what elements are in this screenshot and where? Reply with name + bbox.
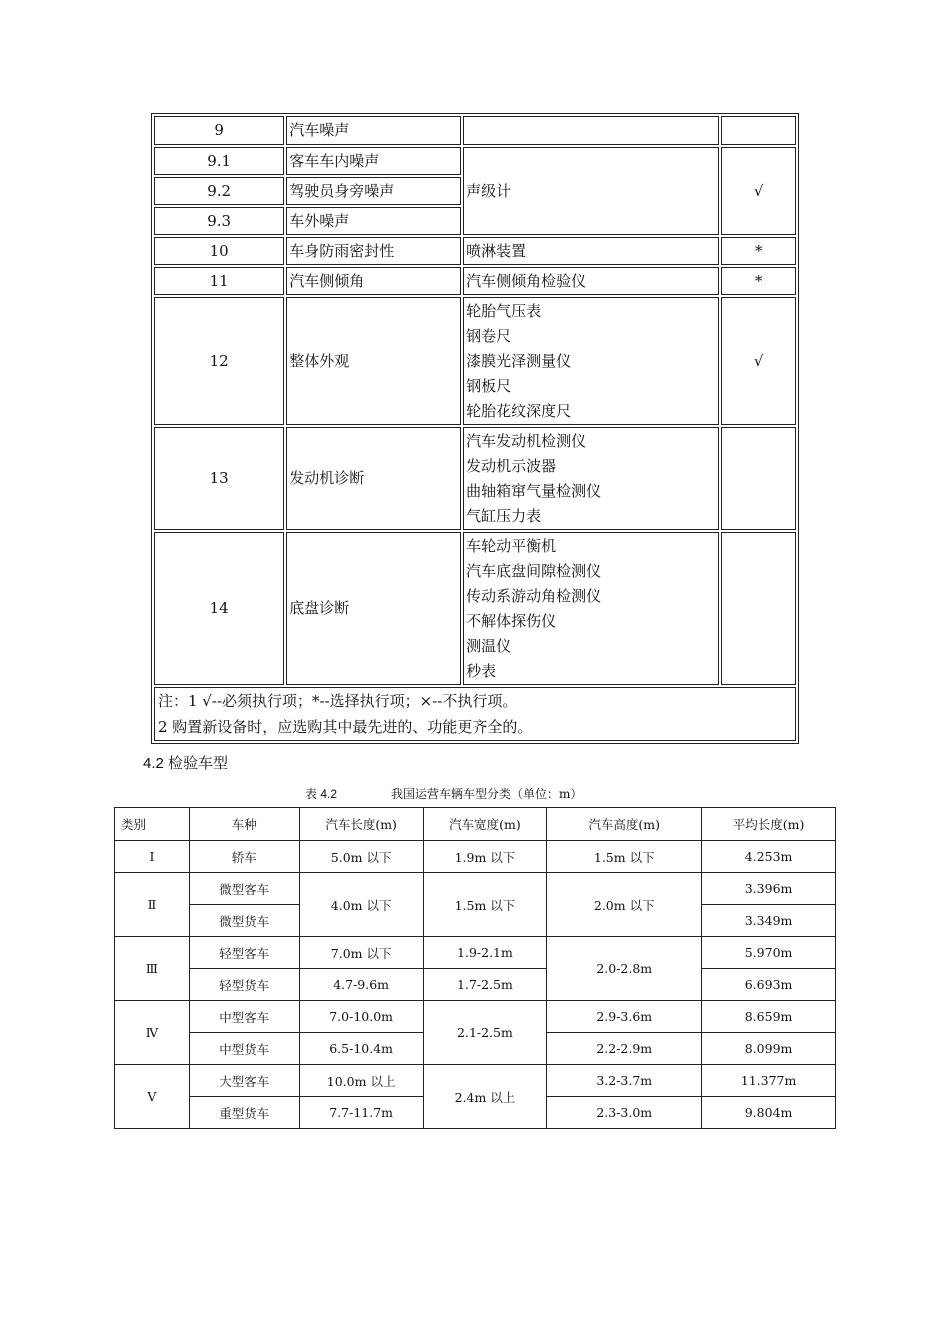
item-equipment — [463, 427, 719, 530]
equipment-line: 测温仪 — [466, 636, 512, 655]
avg-length-cell: 3.396m — [702, 873, 836, 905]
column-header: 类别 — [115, 808, 190, 841]
equipment-line: 轮胎气压表 — [466, 301, 542, 320]
vehicle-type: 轿车 — [189, 841, 299, 873]
length-cell: 5.0m 以下 — [299, 841, 423, 873]
vehicle-type-table — [114, 807, 836, 1129]
equipment-line: 汽车发动机检测仪 — [466, 431, 587, 450]
class-cell: Ⅲ — [115, 937, 190, 1001]
avg-length-cell: 4.253m — [702, 841, 836, 873]
column-header: 汽车长度(m) — [299, 808, 423, 841]
equipment-line: 秒表 — [466, 661, 497, 680]
width-cell: 1.7-2.5m — [423, 969, 547, 1001]
table-notes — [154, 687, 796, 741]
column-header: 汽车宽度(m) — [423, 808, 547, 841]
item-name: 汽车侧倾角 — [286, 267, 461, 295]
equipment-line: 气缸压力表 — [466, 506, 542, 525]
vehicle-type: 轻型货车 — [189, 969, 299, 1001]
length-cell: 10.0m 以上 — [299, 1065, 423, 1097]
item-equipment — [463, 116, 719, 145]
vehicle-type: 轻型客车 — [189, 937, 299, 969]
item-equipment: 喷淋装置 — [463, 237, 719, 265]
item-number: 9 — [154, 116, 284, 145]
height-cell: 3.2-3.7m — [547, 1065, 702, 1097]
height-cell: 1.5m 以下 — [547, 841, 702, 873]
item-name: 车外噪声 — [286, 207, 461, 235]
item-equipment — [463, 297, 719, 425]
avg-length-cell: 5.970m — [702, 937, 836, 969]
vehicle-type: 中型货车 — [189, 1033, 299, 1065]
item-equipment — [463, 532, 719, 685]
item-mark — [721, 532, 796, 685]
notes-row — [154, 687, 796, 741]
column-header: 车种 — [189, 808, 299, 841]
item-number: 9.3 — [154, 207, 284, 235]
item-equipment: 声级计 — [463, 147, 719, 235]
table-row — [154, 237, 796, 265]
avg-length-cell: 3.349m — [702, 905, 836, 937]
caption-text: 我国运营车辆车型分类（单位：m） — [391, 787, 583, 801]
equipment-line: 漆膜光泽测量仪 — [466, 351, 572, 370]
table-row — [115, 937, 836, 969]
table-row — [115, 1001, 836, 1033]
avg-length-cell: 9.804m — [702, 1097, 836, 1129]
height-cell: 2.9-3.6m — [547, 1001, 702, 1033]
note-line: 2 购置新设备时，应选购其中最先进的、功能更齐全的。 — [158, 718, 533, 736]
equipment-line: 不解体探伤仪 — [466, 611, 557, 630]
class-cell: Ⅱ — [115, 873, 190, 937]
equipment-line: 传动系游动角检测仪 — [466, 586, 602, 605]
note-line: 注：1 √--必须执行项；*--选择执行项；×--不执行项。 — [158, 692, 518, 710]
table-row — [154, 267, 796, 295]
item-mark: √ — [721, 297, 796, 425]
table-caption — [305, 785, 582, 802]
class-cell: Ⅴ — [115, 1065, 190, 1129]
length-cell: 7.7-11.7m — [299, 1097, 423, 1129]
width-cell: 1.9-2.1m — [423, 937, 547, 969]
class-cell: Ⅰ — [115, 841, 190, 873]
item-name: 发动机诊断 — [286, 427, 461, 530]
equipment-table — [151, 113, 799, 744]
length-cell: 4.7-9.6m — [299, 969, 423, 1001]
table-row — [154, 147, 796, 175]
avg-length-cell: 8.099m — [702, 1033, 836, 1065]
equipment-line: 轮胎花纹深度尺 — [466, 401, 572, 420]
width-cell: 1.5m 以下 — [423, 873, 547, 937]
table-row — [115, 969, 836, 1001]
item-mark — [721, 427, 796, 530]
avg-length-cell: 11.377m — [702, 1065, 836, 1097]
item-equipment: 汽车侧倾角检验仪 — [463, 267, 719, 295]
item-mark: * — [721, 237, 796, 265]
equipment-line: 发动机示波器 — [466, 456, 557, 475]
equipment-line: 汽车底盘间隙检测仪 — [466, 561, 602, 580]
equipment-line: 钢板尺 — [466, 376, 512, 395]
item-number: 14 — [154, 532, 284, 685]
column-header: 汽车高度(m) — [547, 808, 702, 841]
vehicle-type: 重型货车 — [189, 1097, 299, 1129]
table-row — [154, 297, 796, 425]
item-number: 11 — [154, 267, 284, 295]
table-row — [154, 116, 796, 145]
item-name: 车身防雨密封性 — [286, 237, 461, 265]
item-name: 整体外观 — [286, 297, 461, 425]
length-cell: 4.0m 以下 — [299, 873, 423, 937]
table-row — [115, 841, 836, 873]
item-name: 客车车内噪声 — [286, 147, 461, 175]
table-row — [154, 532, 796, 685]
equipment-line: 车轮动平衡机 — [466, 536, 557, 555]
class-cell: Ⅳ — [115, 1001, 190, 1065]
item-number: 9.2 — [154, 177, 284, 205]
item-name: 底盘诊断 — [286, 532, 461, 685]
equipment-line: 曲轴箱窜气量检测仪 — [466, 481, 602, 500]
table-row — [154, 427, 796, 530]
caption-label: 表 4.2 — [305, 787, 338, 801]
length-cell: 7.0-10.0m — [299, 1001, 423, 1033]
section-heading: 4.2 检验车型 — [143, 755, 229, 772]
equipment-line: 钢卷尺 — [466, 326, 512, 345]
vehicle-type: 微型客车 — [189, 873, 299, 905]
width-cell: 2.4m 以上 — [423, 1065, 547, 1129]
item-number: 12 — [154, 297, 284, 425]
avg-length-cell: 6.693m — [702, 969, 836, 1001]
table-row — [115, 873, 836, 905]
table-row — [115, 1065, 836, 1097]
height-cell: 2.2-2.9m — [547, 1033, 702, 1065]
height-cell: 2.0m 以下 — [547, 873, 702, 937]
item-number: 10 — [154, 237, 284, 265]
column-header: 平均长度(m) — [702, 808, 836, 841]
length-cell: 7.0m 以下 — [299, 937, 423, 969]
height-cell: 2.3-3.0m — [547, 1097, 702, 1129]
item-number: 13 — [154, 427, 284, 530]
item-name: 汽车噪声 — [286, 116, 461, 145]
width-cell: 1.9m 以下 — [423, 841, 547, 873]
table-header-row — [115, 808, 836, 841]
width-cell: 2.1-2.5m — [423, 1001, 547, 1065]
vehicle-type: 微型货车 — [189, 905, 299, 937]
length-cell: 6.5-10.4m — [299, 1033, 423, 1065]
item-name: 驾驶员身旁噪声 — [286, 177, 461, 205]
vehicle-type: 大型客车 — [189, 1065, 299, 1097]
item-mark — [721, 116, 796, 145]
vehicle-type: 中型客车 — [189, 1001, 299, 1033]
item-number: 9.1 — [154, 147, 284, 175]
item-mark: * — [721, 267, 796, 295]
height-cell: 2.0-2.8m — [547, 937, 702, 1001]
item-mark: √ — [721, 147, 796, 235]
avg-length-cell: 8.659m — [702, 1001, 836, 1033]
